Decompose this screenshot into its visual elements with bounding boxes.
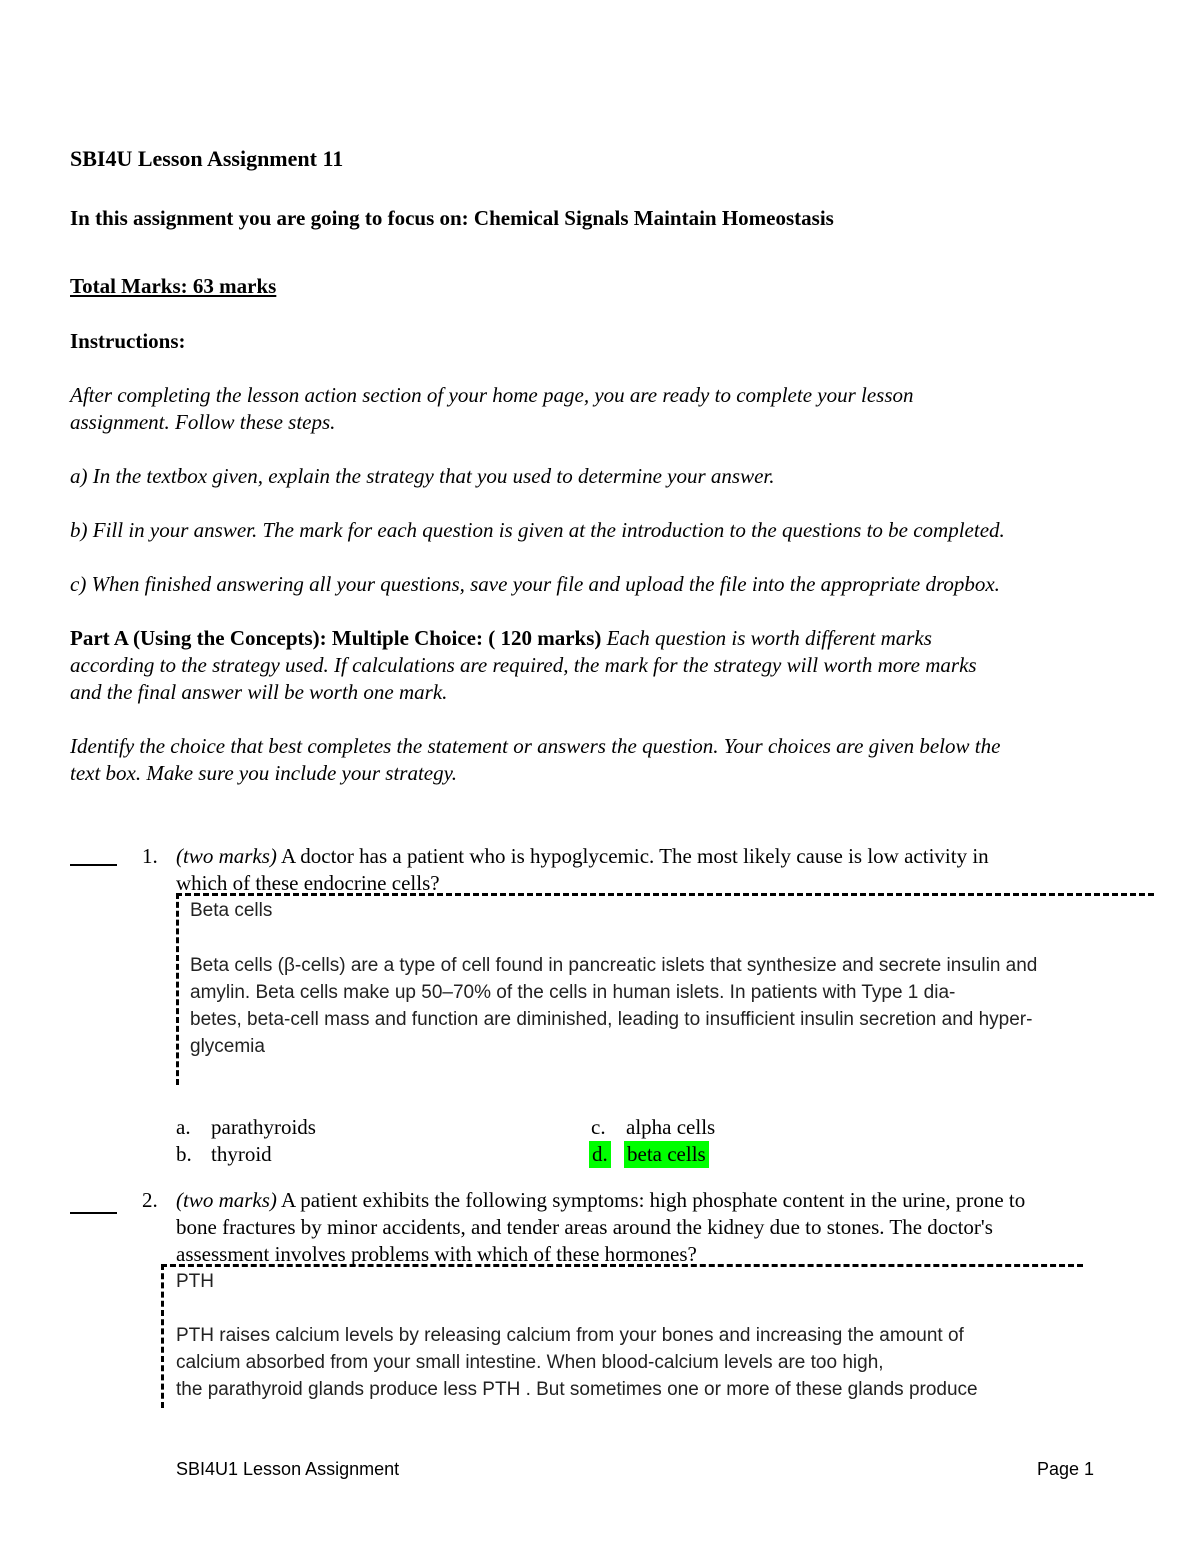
part-a-identify-line2: text box. Make sure you include your strategy. xyxy=(70,761,458,785)
question-number-q1: 1. xyxy=(142,844,158,868)
answer-blank-q1[interactable] xyxy=(70,864,117,866)
choice-q1-d-letter: d. xyxy=(589,1141,611,1168)
part-a-heading-line xyxy=(70,625,932,652)
part-a-desc-line3: and the final answer will be worth one mark. xyxy=(70,680,448,704)
choice-q1-c-text[interactable]: alpha cells xyxy=(626,1115,716,1139)
instructions-intro-line2: assignment. Follow these steps. xyxy=(70,410,336,434)
instructions-step-c: c) When finished answering all your questions, save your file and upload the file into the appropriate dropbox. xyxy=(70,572,1000,596)
instructions-label: Instructions: xyxy=(70,329,186,353)
document-title: SBI4U Lesson Assignment 11 xyxy=(70,146,344,171)
textbox-q1-left-border xyxy=(176,893,179,1085)
textbox-q2-line1: PTH raises calcium levels by releasing calcium from your bones and increasing the amount of xyxy=(176,1325,964,1346)
question-marks-q1: (two marks) xyxy=(176,844,277,868)
textbox-q2-left-border xyxy=(161,1264,164,1408)
textbox-q2-top-border xyxy=(161,1264,1083,1267)
part-a-heading: Part A (Using the Concepts): Multiple Choice: ( 120 marks) xyxy=(70,626,602,650)
choice-q1-c-letter: c. xyxy=(591,1115,606,1139)
part-a-desc-line1: Each question is worth different marks xyxy=(606,626,932,650)
footer-page-number: Page 1 xyxy=(1037,1459,1095,1479)
focus-statement: In this assignment you are going to focus on: Chemical Signals Maintain Homeostasis xyxy=(70,206,834,230)
choice-q1-a-letter: a. xyxy=(176,1115,191,1139)
instructions-intro-line1: After completing the lesson action section of your home page, you are ready to complete your lesson xyxy=(70,383,914,407)
question-stem-q1-line1 xyxy=(176,843,989,870)
choice-q1-d-text[interactable]: beta cells xyxy=(624,1141,709,1168)
part-a-desc-line2: according to the strategy used. If calculations are required, the mark for the strategy will worth more marks xyxy=(70,653,977,677)
question-marks-q2: (two marks) xyxy=(176,1188,277,1212)
question-stem-q1-line2: which of these endocrine cells? xyxy=(176,871,440,895)
answer-blank-q2[interactable] xyxy=(70,1212,117,1214)
choice-q1-a-text[interactable]: parathyroids xyxy=(211,1115,316,1139)
textbox-q1-line1: Beta cells (β-cells) are a type of cell found in pancreatic islets that synthesize and secrete insulin and xyxy=(190,955,1038,976)
textbox-q1-line2: amylin. Beta cells make up 50–70% of the cells in human islets. In patients with Type 1 dia- xyxy=(190,982,956,1003)
question-stem-q1-text: A doctor has a patient who is hypoglycemic. The most likely cause is low activity in xyxy=(281,844,989,868)
instructions-step-a: a) In the textbox given, explain the strategy that you used to determine your answer. xyxy=(70,464,775,488)
question-number-q2: 2. xyxy=(142,1188,158,1212)
textbox-q2-line3: the parathyroid glands produce less PTH . But sometimes one or more of these glands produce xyxy=(176,1379,978,1400)
choice-q1-b-letter: b. xyxy=(176,1142,192,1166)
textbox-q1-answer-title: Beta cells xyxy=(190,900,273,921)
instructions-step-b: b) Fill in your answer. The mark for each question is given at the introduction to the questions to be completed. xyxy=(70,518,1005,542)
part-a-identify-line1: Identify the choice that best completes the statement or answers the question. Your choices are given below the xyxy=(70,734,1001,758)
question-stem-q2-line3: assessment involves problems with which of these hormones? xyxy=(176,1242,697,1266)
question-stem-q2-line1 xyxy=(176,1187,1025,1214)
total-marks: Total Marks: 63 marks xyxy=(70,274,277,298)
textbox-q2-line2: calcium absorbed from your small intestine. When blood-calcium levels are too high, xyxy=(176,1352,884,1373)
textbox-q2-answer-title: PTH xyxy=(176,1271,214,1292)
question-stem-q2-text: A patient exhibits the following symptoms: high phosphate content in the urine, prone to xyxy=(281,1188,1026,1212)
footer-left: SBI4U1 Lesson Assignment xyxy=(176,1459,400,1479)
textbox-q1-line4: glycemia xyxy=(190,1036,265,1057)
question-stem-q2-line2: bone fractures by minor accidents, and tender areas around the kidney due to stones. The doctor's xyxy=(176,1215,993,1239)
choice-q1-b-text[interactable]: thyroid xyxy=(211,1142,272,1166)
textbox-q1-line3: betes, beta-cell mass and function are diminished, leading to insufficient insulin secretion and hyper- xyxy=(190,1009,1033,1030)
textbox-q1-top-border xyxy=(176,893,1154,896)
